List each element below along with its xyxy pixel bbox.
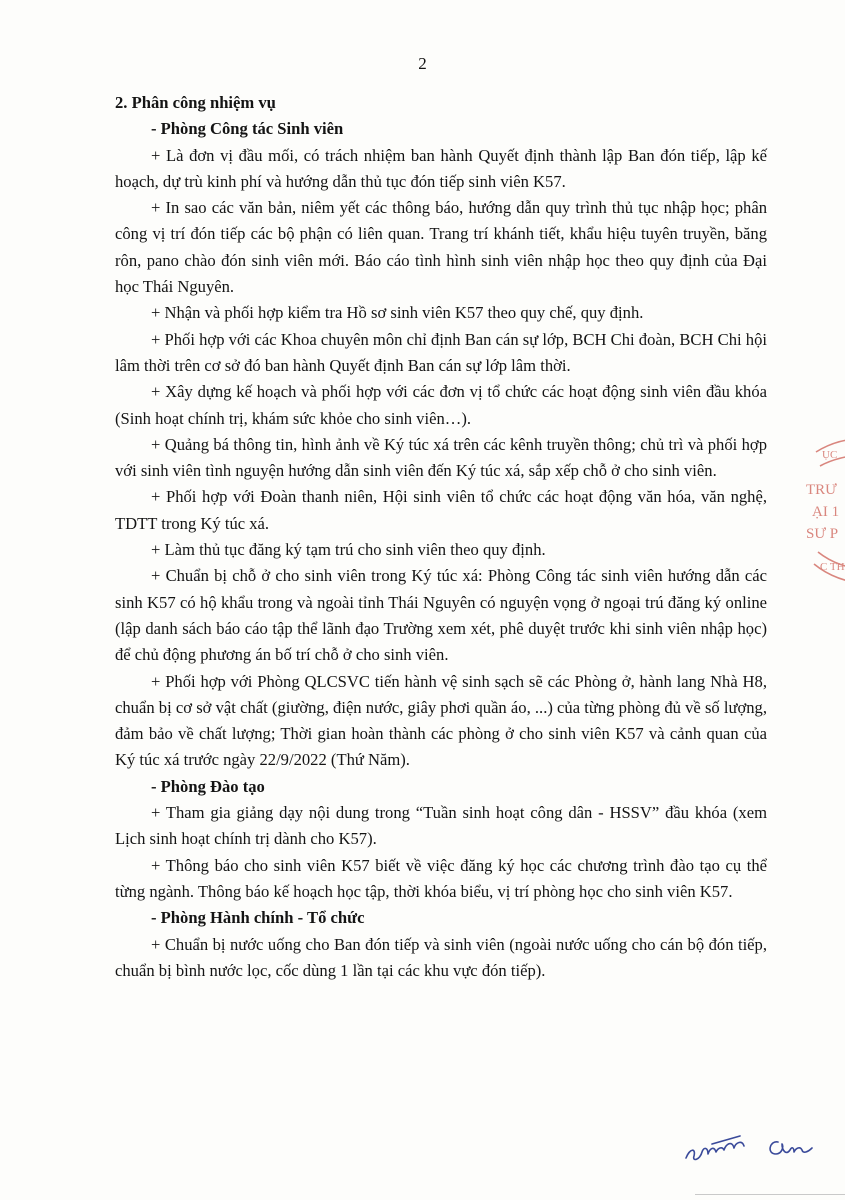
paragraph: + In sao các văn bản, niêm yết các thông báo, hướng dẫn quy trình thủ tục nhập học; phân công vị trí đón tiếp các bộ phận có liên quan. Trang trí khánh tiết, khẩu hiệu tuyên truyền, băng rôn, pano chào đón sinh viên mới. Báo cáo tình hình sinh viên nhập học theo quy định của Đại học Thái Nguyên.: [115, 198, 767, 297]
department-block: [115, 774, 767, 905]
paragraph: + Thông báo cho sinh viên K57 biết về việc đăng ký học các chương trình đào tạo cụ thể từng ngành. Thông báo kế hoạch học tập, thời khóa biểu, vị trí phòng học cho sinh viên K57.: [115, 855, 767, 901]
department-heading: - Phòng Đào tạo: [151, 776, 265, 796]
official-seal-stamp: [808, 432, 845, 592]
paragraph: + Quảng bá thông tin, hình ảnh về Ký túc xá trên các kênh truyền thông; chủ trì và phối hợp với sinh viên tình nguyện hướng dẫn sinh viên đến Ký túc xá, sắp xếp chỗ ở cho sinh viên.: [115, 434, 767, 481]
seal-text: C TH: [820, 561, 845, 573]
paragraph: + Phối hợp với Đoàn thanh niên, Hội sinh viên tổ chức các hoạt động văn hóa, văn nghệ, TDTT trong Ký túc xá.: [115, 487, 767, 533]
department-heading: - Phòng Hành chính - Tổ chức: [151, 908, 365, 928]
seal-text: ẠI 1: [812, 504, 840, 520]
department-block: [115, 116, 767, 773]
bottom-rule: [695, 1194, 845, 1195]
paragraph: + Làm thủ tục đăng ký tạm trú cho sinh viên theo quy định.: [151, 540, 546, 560]
paragraph: + Xây dựng kế hoạch và phối hợp với các đơn vị tổ chức các hoạt động sinh viên đầu khóa (Sinh hoạt chính trị, khám sức khỏe cho sinh viên…).: [115, 382, 767, 428]
paragraph: + Chuẩn bị chỗ ở cho sinh viên trong Ký túc xá: Phòng Công tác sinh viên hướng dẫn các sinh K57 có hộ khẩu trong và ngoài tỉnh Thái Nguyên có nguyện vọng ở ngoại trú đăng ký online (lập danh sách báo cáo tập thể lãnh đạo Trường xem xét, phê duyệt trước khi sinh viên nhập học) để chủ động phương án bố trí chỗ ở cho sinh viên.: [115, 566, 767, 665]
seal-text: SƯ P: [806, 526, 839, 542]
paragraph: + Nhận và phối hợp kiểm tra Hồ sơ sinh viên K57 theo quy chế, quy định.: [151, 303, 644, 323]
seal-text: ỤC: [822, 449, 838, 461]
paragraph: + Là đơn vị đầu mối, có trách nhiệm ban hành Quyết định thành lập Ban đón tiếp, lập kế hoạch, dự trù kinh phí và hướng dẫn thủ tục đón tiếp sinh viên K57.: [115, 145, 767, 191]
page-number: 2: [418, 54, 427, 73]
department-heading: - Phòng Công tác Sinh viên: [151, 119, 344, 139]
section-title: 2. Phân công nhiệm vụ: [115, 93, 276, 112]
paragraph: + Tham gia giảng dạy nội dung trong “Tuần sinh hoạt công dân - HSSV” đầu khóa (xem Lịch sinh hoạt chính trị dành cho K57).: [115, 803, 767, 849]
paragraph: + Phối hợp với Phòng QLCSVC tiến hành vệ sinh sạch sẽ các Phòng ở, hành lang Nhà H8, chuẩn bị cơ sở vật chất (giường, điện nước, giây phơi quần áo, ...) của từng phòng đủ về số lượng, đảm bảo về chất lượng; Thời gian hoàn thành các phòng ở cho sinh viên K57 và cảnh quan của Ký túc xá trước ngày 22/9/2022 (Thứ Năm).: [115, 671, 767, 770]
paragraph: + Phối hợp với các Khoa chuyên môn chỉ định Ban cán sự lớp, BCH Chi đoàn, BCH Chi hội lâm thời trên cơ sở đó ban hành Quyết định Ban cán sự lớp lâm thời.: [115, 329, 767, 375]
seal-text: TRƯ: [806, 482, 837, 498]
department-block: [115, 905, 767, 984]
paragraph: + Chuẩn bị nước uống cho Ban đón tiếp và sinh viên (ngoài nước uống cho cán bộ đón tiếp, chuẩn bị bình nước lọc, cốc dùng 1 lần tại các khu vực đón tiếp).: [115, 934, 767, 980]
handwritten-signature: [682, 1118, 822, 1168]
document-body: [115, 90, 767, 984]
